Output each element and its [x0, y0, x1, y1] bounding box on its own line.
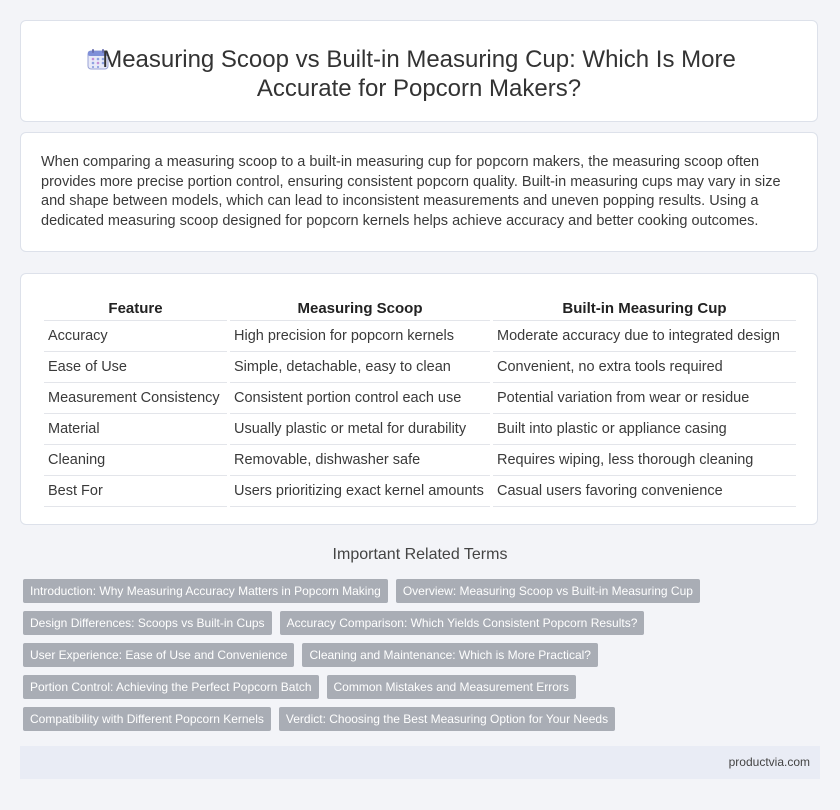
related-terms-list	[23, 579, 813, 739]
related-term-tag[interactable]: Design Differences: Scoops vs Built-in Cups	[23, 611, 272, 635]
table-header-row	[44, 296, 796, 321]
row-cup-value: Casual users favoring convenience	[493, 476, 796, 507]
row-cup-value: Potential variation from wear or residue	[493, 383, 796, 414]
related-term-tag[interactable]: User Experience: Ease of Use and Convenience	[23, 643, 294, 667]
row-feature: Measurement Consistency	[44, 383, 227, 414]
header-feature: Feature	[44, 296, 227, 321]
related-term-tag[interactable]: Introduction: Why Measuring Accuracy Matters in Popcorn Making	[23, 579, 388, 603]
row-feature: Best For	[44, 476, 227, 507]
footer-site-link[interactable]: productvia.com	[728, 755, 810, 769]
table-row	[44, 445, 796, 476]
header-built-in-cup: Built-in Measuring Cup	[493, 296, 796, 321]
row-cup-value: Convenient, no extra tools required	[493, 352, 796, 383]
row-cup-value: Requires wiping, less thorough cleaning	[493, 445, 796, 476]
comparison-table-card	[20, 273, 818, 525]
table-row	[44, 352, 796, 383]
row-scoop-value: Usually plastic or metal for durability	[230, 414, 490, 445]
intro-paragraph: When comparing a measuring scoop to a built-in measuring cup for popcorn makers, the measuring scoop often provides more precise portion control, ensuring consistent popcorn quality. Built-in measuring cups may vary in size and shape between models, which can lead to inconsistent measurements and uneven popping results. Using a dedicated measuring scoop designed for popcorn kernels helps achieve accuracy and better cooking outcomes.	[41, 154, 781, 229]
table-row	[44, 414, 796, 445]
row-feature: Accuracy	[44, 321, 227, 352]
intro-card	[20, 132, 818, 252]
row-scoop-value: Consistent portion control each use	[230, 383, 490, 414]
row-feature: Cleaning	[44, 445, 227, 476]
row-feature: Material	[44, 414, 227, 445]
table-row	[44, 476, 796, 507]
row-cup-value: Built into plastic or appliance casing	[493, 414, 796, 445]
related-term-tag[interactable]: Portion Control: Achieving the Perfect Popcorn Batch	[23, 675, 319, 699]
row-scoop-value: High precision for popcorn kernels	[230, 321, 490, 352]
related-term-tag[interactable]: Verdict: Choosing the Best Measuring Option for Your Needs	[279, 707, 615, 731]
row-feature: Ease of Use	[44, 352, 227, 383]
related-term-tag[interactable]: Common Mistakes and Measurement Errors	[327, 675, 576, 699]
title-card	[20, 20, 818, 122]
row-scoop-value: Users prioritizing exact kernel amounts	[230, 476, 490, 507]
footer	[20, 746, 820, 779]
row-scoop-value: Simple, detachable, easy to clean	[230, 352, 490, 383]
row-scoop-value: Removable, dishwasher safe	[230, 445, 490, 476]
comparison-table	[41, 296, 799, 507]
related-term-tag[interactable]: Compatibility with Different Popcorn Kernels	[23, 707, 271, 731]
related-terms-heading: Important Related Terms	[332, 546, 508, 563]
related-term-tag[interactable]: Overview: Measuring Scoop vs Built-in Measuring Cup	[396, 579, 700, 603]
header-measuring-scoop: Measuring Scoop	[230, 296, 490, 321]
related-term-tag[interactable]: Cleaning and Maintenance: Which is More Practical?	[302, 643, 597, 667]
related-term-tag[interactable]: Accuracy Comparison: Which Yields Consistent Popcorn Results?	[280, 611, 645, 635]
table-row	[44, 321, 796, 352]
table-row	[44, 383, 796, 414]
page-title: Measuring Scoop vs Built-in Measuring Cup: Which Is More Accurate for Popcorn Makers?	[102, 46, 736, 102]
row-cup-value: Moderate accuracy due to integrated design	[493, 321, 796, 352]
